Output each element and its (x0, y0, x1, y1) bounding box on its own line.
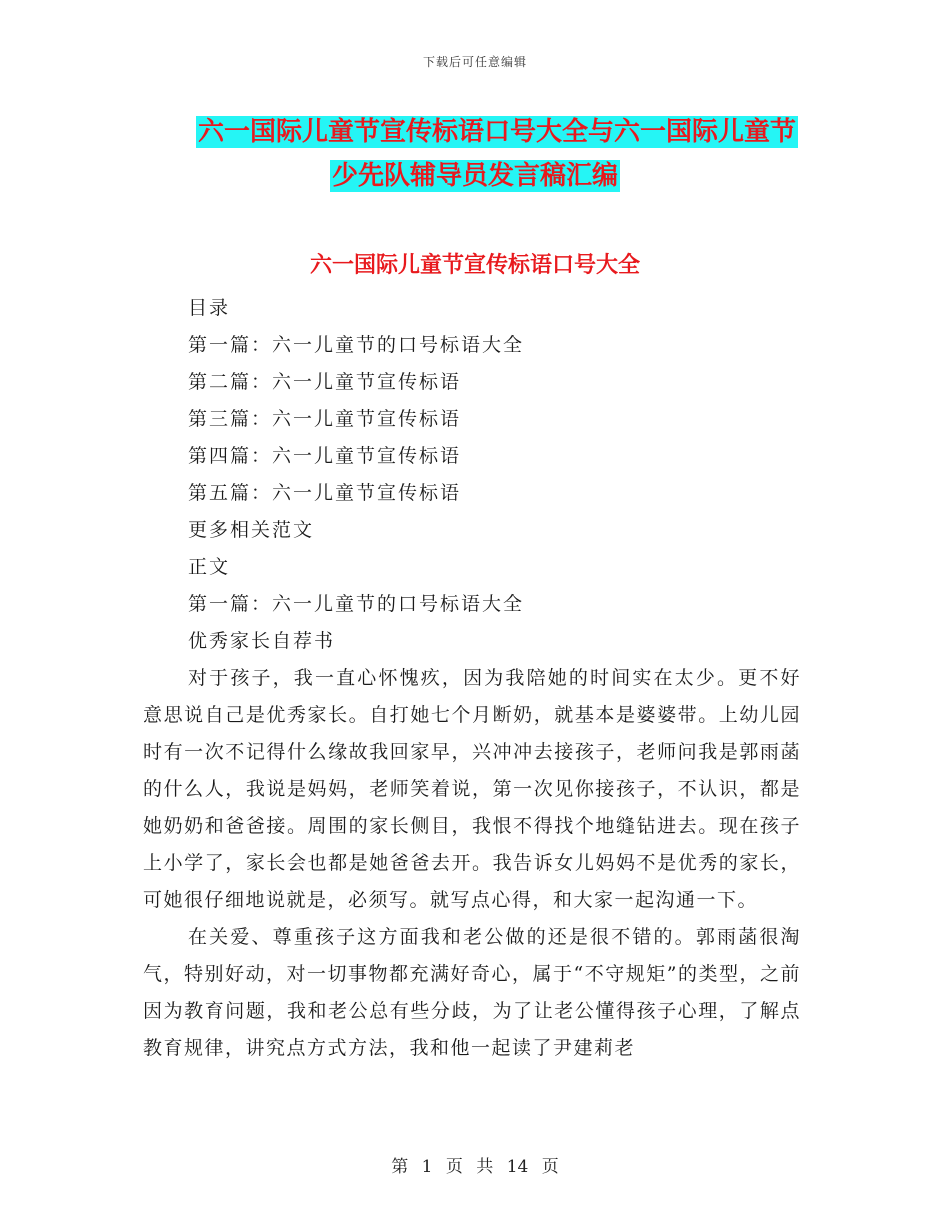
toc-item: 第二篇：六一儿童节宣传标语 (188, 371, 462, 393)
title-highlight: 少先队辅导员发言稿汇编 (332, 161, 619, 191)
article-title: 优秀家长自荐书 (188, 630, 336, 652)
document-title-line-2 (330, 154, 620, 198)
body-paragraph: 在关爱、尊重孩子这方面我和老公做的还是很不错的。郭雨菡很淘气，特别好动，对一切事物都充满好奇心，属于“不守规矩”的类型，之前因为教育问题，我和老公总有些分歧，为了让老公懂得孩子心理，了解点教育规律，讲究点方式方法，我和他一起读了尹建莉老 (143, 926, 801, 1059)
toc-heading: 目录 (188, 297, 231, 319)
header-note: 下载后可任意编辑 (422, 55, 527, 69)
body-label: 正文 (188, 556, 231, 578)
document-title-line-1 (196, 110, 798, 154)
title-highlight: 六一国际儿童节宣传标语口号大全与六一国际儿童节 (198, 117, 797, 147)
toc-item: 更多相关范文 (188, 519, 315, 541)
body-paragraph: 对于孩子，我一直心怀愧疚，因为我陪她的时间实在太少。更不好意思说自己是优秀家长。自打她七个月断奶，就基本是婆婆带。上幼儿园时有一次不记得什么缘故我回家早，兴冲冲去接孩子，老师问我是郭雨菡的什么人，我说是妈妈，老师笑着说，第一次见你接孩子，不认识，都是她奶奶和爸爸接。周围的家长侧目，我恨不得找个地缝钻进去。现在孩子上小学了，家长会也都是她爸爸去开。我告诉女儿妈妈不是优秀的家长，可她很仔细地说就是，必须写。就写点心得，和大家一起沟通一下。 (143, 667, 801, 911)
page-footer: 第 1 页 共 14 页 (391, 1157, 559, 1177)
toc-item: 第三篇：六一儿童节宣传标语 (188, 408, 462, 430)
toc-item: 第五篇：六一儿童节宣传标语 (188, 482, 462, 504)
chapter-title: 第一篇：六一儿童节的口号标语大全 (188, 593, 525, 615)
toc-item: 第一篇：六一儿童节的口号标语大全 (188, 334, 525, 356)
section-heading: 六一国际儿童节宣传标语口号大全 (309, 253, 640, 278)
toc-item: 第四篇：六一儿童节宣传标语 (188, 445, 462, 467)
document-body (143, 290, 801, 1067)
